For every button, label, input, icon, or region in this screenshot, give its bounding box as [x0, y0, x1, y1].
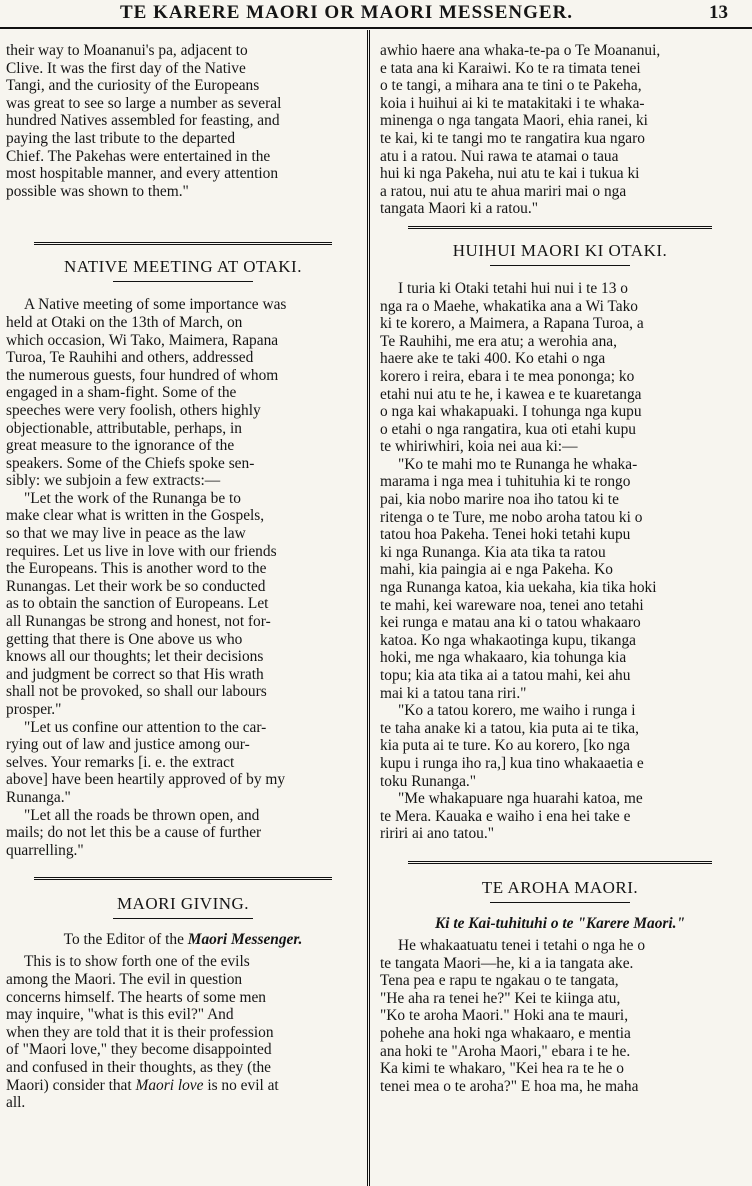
section-rule — [34, 242, 332, 245]
heading-underline — [490, 902, 630, 903]
section-rule — [408, 226, 712, 229]
article-paragraph: I turia ki Otaki tetahi hui nui i te 13 o nga ra o Maehe, whakatika ana a Wi Tako ki te korero, a Maimera, a Rapana Turoa, a Te Rauhihi, me era atu; a werohia ana, haere ake te taki 400. Ko etahi o nga korero i reira, ebara i te mea pononga; ko etahi nui atu te he, i kawea e te kuaretanga o nga kai whakapuaki. I tohunga nga kupu o etahi o nga rangatira, kua oti etahi kupu te whiriwhiri, koia nei aua ki:— — [380, 279, 644, 456]
article-paragraph: A Native meeting of some importance was held at Otaki on the 13th of March, on which occasion, Wi Tako, Maimera, Rapana Turoa, Te Rauhihi and others, addressed the numerous guests, four hundred of whom engaged in a sham-fight. Some of the speeches were very foolish, others highly objectionable, attributable, perhaps, in great measure to the ignorance of the speakers. Some of the Chiefs spoke sen- sibly: we subjoin a few extracts:— — [6, 296, 287, 490]
continued-paragraph: their way to Moananui's pa, adjacent to Clive. It was the first day of the Native Tangi, and the curiosity of the Europeans was great to see so large a number as several hundred Natives assembled for feasting, and paying the last tribute to the departed Chief. The Pakehas were entertained in the most hospitable manner, and every attention possible was shown to them." — [6, 42, 282, 200]
salutation-publication: Maori Messenger. — [187, 931, 303, 949]
page-number: 13 — [709, 2, 728, 23]
salutation-text: Ki te Kai-tuhituhi o te "Karere Maori." — [434, 914, 686, 932]
section-rule — [34, 877, 332, 880]
quote-paragraph: "Let the work of the Runanga be to make clear what is written in the Gospels, so that we may live in peace as the law requires. Let us live in love with our friends the Europeans. This is another word to the Runangas. Let their work be so conducted as to obtain the sanction of Europeans. Let all Runangas be strong and honest, not for- getting that there is One above us who knows all our thoughts; let their decisions and judgment be correct so that His wrath shall not be provoked, so shall our labours prosper." — [6, 489, 277, 718]
letter-paragraph: He whakaatuatu tenei i tetahi o nga he o te tangata Maori—he, ki a ia tangata ake. Tena pea e rapu te ngakau o te tangata, "He aha ra tenei he?" Kei te kiinga atu, "Ko te aroha Maori." Hoki ana te mauri, pohehe ana hoki nga whakaaro, e mentia ana hoki te "Aroha Maori," ebara i te he. Ka kimi te whakaro, "Kei hea ra te he o tenei mea o te aroha?" E hoa ma, he maha — [380, 936, 646, 1095]
heading-native-meeting: NATIVE MEETING AT OTAKI. — [64, 257, 302, 277]
heading-underline — [113, 281, 253, 282]
english-column — [6, 36, 360, 1186]
letter-text: This is to show forth one of the evils among the Maori. The evil in question concerns himself. The hearts of some men may inquire, "what is this evil?" And when they are told that it is their profession of "Maori love," they become disappointed and confused in their thoughts, as they (the Maori) consider that — [6, 953, 274, 1094]
newspaper-title: TE KARERE MAORI OR MAORI MESSENGER. — [120, 2, 574, 23]
letter-salutation — [380, 915, 740, 933]
heading-huihui-maori: HUIHUI MAORI KI OTAKI. — [452, 240, 668, 260]
quote-paragraph: "Me whakapuare nga huarahi katoa, me te Mera. Kauaka e waiho i ena hei take e ririri ai ano tatou." — [380, 790, 643, 843]
letter-text-end: is no evil at all. — [6, 1076, 279, 1112]
heading-underline — [490, 265, 630, 266]
heading-maori-giving: MAORI GIVING. — [116, 894, 250, 914]
quote-paragraph: "Let us confine our attention to the car- rying out of law and justice among our- selves. Your remarks [i. e. the extract above] have been heartily approved of by my Runanga." — [6, 718, 286, 806]
continued-paragraph: awhio haere ana whaka-te-pa o Te Moananui, e tata ana ki Karaiwi. Ko te ra timata tenei o te tangi, a mihara ana te tini o te Pakeha, koia i huihui ai ki te matakitaki i te whaka- minenga o nga tangata Maori, ehia ranei, ki te kai, ki te tangi mo te rangatira kua ngaro atu i a ratou. Nui rawa te atamai o taua hui ki nga Pakeha, nui atu te kai i tukua ki a ratou, nui atu te ahua mariri mai o nga tangata Maori ki a ratou." — [380, 42, 661, 218]
masthead-rule — [0, 27, 752, 29]
masthead — [0, 0, 752, 30]
section-rule — [408, 861, 712, 864]
heading-underline — [113, 918, 253, 919]
letter-salutation — [6, 931, 360, 949]
quote-paragraph: "Ko te mahi mo te Runanga he whaka- marama i nga mea i tuhituhia ki te rongo pai, kia nobo marire noa iho tatou ki te ritenga o te Ture, me nobo aroha tatou ki o tatou hoa Pakeha. Tenei hoki tetahi kupu ki nga Runanga. Kia ata tika ta ratou mahi, kia paingia ai e nga Pakeha. Ko nga Runanga katoa, kia uekaha, kia tika hoki te mahi, kei wareware noa, tenei ano tetahi kei runga e matau ana ki o tatou whakaaro katoa. Ko nga whakaotinga kupu, tikanga hoki, me nga whakaaro, kia tohunga kia topu; kia ata tika ai a tatou mahi, kei ahu mai ki a tatou tana riri." — [380, 455, 657, 702]
letter-paragraph — [6, 953, 360, 1111]
letter-italic: Maori love — [135, 1076, 204, 1094]
heading-te-aroha-maori: TE AROHA MAORI. — [481, 877, 639, 897]
salutation-text: To the Editor of the — [63, 931, 188, 949]
column-divider — [367, 30, 370, 1186]
maori-column — [380, 36, 740, 1186]
quote-paragraph: "Ko a tatou korero, me waiho i runga i te taha anake ki a tatou, kia puta ai te tika, kia puta ai te ture. Ko au korero, [ko nga kupu i runga iho ra,] kua tino whakaaetia e toku Runanga." — [380, 702, 644, 790]
quote-paragraph: "Let all the roads be thrown open, and mails; do not let this be a cause of further quarrelling." — [6, 806, 262, 859]
